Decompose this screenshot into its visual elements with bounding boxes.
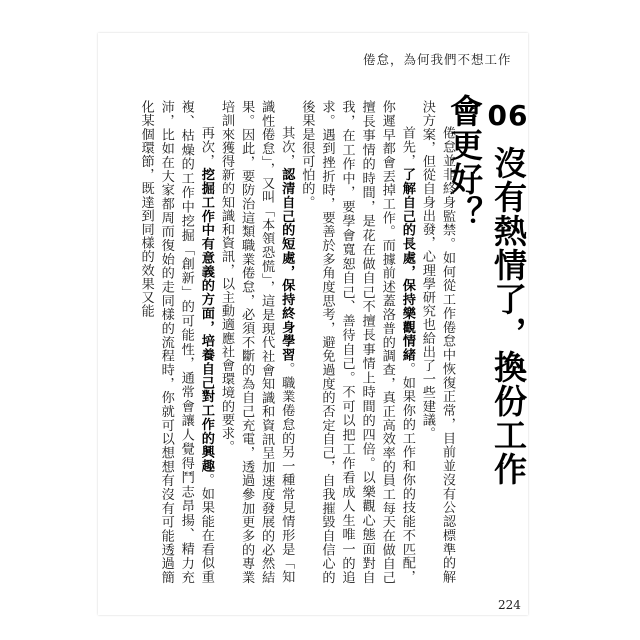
chapter-heading xyxy=(445,94,530,489)
paragraph-2-rest: 。如果你的工作和你的技能不匹配，你遲早都會丟掉工作。而據前述蓋洛普的調查，真正高效率的員工每天在做自己擅長事情的時間，是花在做自己不擅長事情上時間的四倍。以樂觀心態面對自我，在工作中，要學會寬恕自己、善待自己。不可以把工作看成人生唯一的追求。遇到挫折時，要善於多角度思考，避免過度的否定自己，自我摧毀自信心的後果是很可怕的。 xyxy=(299,100,415,584)
paragraph-2 xyxy=(296,100,417,584)
running-header: 倦怠，為何我們不想工作 xyxy=(363,52,512,67)
paragraph-4-lead: 再次， xyxy=(198,126,214,169)
paragraph-3-rest: 。職業倦怠的另一種常見情形是「知識性倦怠」，又叫「本領恐慌」，這是現代社會知識和資訊呈加速度發展的必然結果。因此，要防治這類職業倦怠，必須不斷的為自己充電，透過參加更多的專業培訓來獲得新的知識和資訊，以主動適應社會環境的要求。 xyxy=(218,100,295,584)
body-text xyxy=(138,100,457,584)
paragraph-3 xyxy=(216,100,296,584)
page-number: 224 xyxy=(498,598,521,612)
paragraph-4-emphasis: 挖掘工作中有意義的方面，培養自己對工作的興趣 xyxy=(198,168,214,474)
chapter-title: 沒有熱情了，換份工作會更好？ xyxy=(445,94,528,486)
paragraph-1: 倦怠並非終身監禁。如何從工作倦怠中恢復正常，目前並沒有公認標準的解決方案，但從自身出發，心理學研究也給出了一些建議。 xyxy=(419,100,455,584)
paragraph-4-rest: 。如果能在看似重複、枯燥的工作中挖掘「創新」的可能性，通常會讓人覺得鬥志昂揚、精力充沛，比如在大家都周而復始的走同樣的流程時，你就可以想想有沒有可能透過簡化某個環節，既達到同樣的效果又能 xyxy=(138,100,214,584)
paragraph-2-lead: 首先， xyxy=(399,126,415,169)
paragraph-4 xyxy=(136,100,216,584)
paragraph-2-emphasis: 了解自己的長處，保持樂觀情緒 xyxy=(399,168,415,363)
chapter-number: 06 xyxy=(487,99,529,132)
paragraph-3-lead: 其次， xyxy=(279,126,295,169)
paragraph-3-emphasis: 認清自己的短處，保持終身學習 xyxy=(279,168,295,363)
